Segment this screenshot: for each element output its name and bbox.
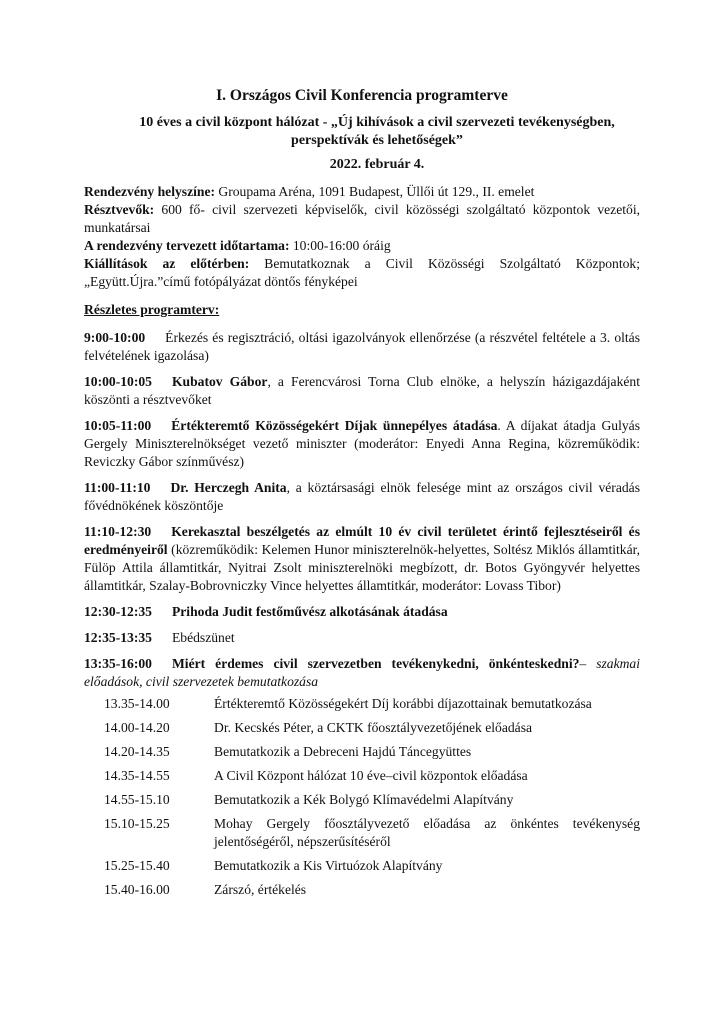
- item-text: . A díjakat átadja Gulyás Gergely Miniszterelnökséget vezető miniszter (moderátor: Enyedi Anna Regina, közreműködik: Reviczky Gábor színművész): [84, 418, 640, 469]
- item-bold: Miért érdemes civil szervezetben tevékenykedni, önkénteskedni?: [171, 656, 580, 671]
- program-item: [84, 329, 640, 365]
- item-text: , a köztársasági elnök felesége mint az országos civil véradás fővédnökének köszöntője: [84, 480, 640, 513]
- event-date: 2022. február 4.: [329, 157, 425, 172]
- sub-text: Bemutatkozik a Kék Bolygó Klímavédelmi Alapítvány: [214, 792, 514, 807]
- item-time: 13:35-16:00: [84, 656, 152, 671]
- duration-line: [84, 237, 640, 255]
- program-list: [84, 329, 640, 905]
- item-bold: Kubatov Gábor: [171, 374, 268, 389]
- sub-time: 14.55-15.10: [104, 792, 170, 807]
- document-subtitle: 10 éves a civil központ hálózat - „Új kihívások a civil szervezeti tevékenységben, perspektívák és lehetőségek”: [139, 115, 615, 148]
- program-heading: Részletes programterv:: [84, 302, 220, 317]
- sub-text: Értékteremtő Közösségekért Díj korábbi díjazottainak bemutatkozása: [214, 696, 592, 711]
- program-item: [84, 417, 640, 471]
- sub-text: Bemutatkozik a Debreceni Hajdú Táncegyüttes: [214, 744, 472, 759]
- venue-value: Groupama Aréna, 1091 Budapest, Üllői út 129., II. emelet: [215, 184, 535, 199]
- venue-line: [84, 183, 640, 201]
- program-item: [84, 629, 640, 647]
- item-text: , a Ferencvárosi Torna Club elnöke, a helyszín házigazdájaként köszönti a résztvevőket: [84, 374, 640, 407]
- exhibitions-label: Kiállítások az előtérben:: [84, 256, 250, 271]
- sub-time: 15.25-15.40: [104, 858, 170, 873]
- program-item: [84, 603, 640, 621]
- exhibitions-line: [84, 255, 640, 291]
- sub-text: A Civil Központ hálózat 10 éve–civil központok előadása: [214, 768, 528, 783]
- item-time: 10:05-11:00: [84, 418, 152, 433]
- sub-time: 14.00-14.20: [104, 720, 170, 735]
- sub-program-table: [104, 695, 640, 905]
- document-page: [84, 86, 640, 905]
- sub-program-row: [104, 767, 640, 791]
- item-bold: Dr. Herczegh Anita: [170, 480, 287, 495]
- sub-program-row: [104, 719, 640, 743]
- item-time: 9:00-10:00: [84, 330, 146, 345]
- sub-text: Mohay Gergely főosztályvezető előadása az önkéntes tevékenység jelentőségéről, népszerűsítéséről: [214, 816, 640, 849]
- program-item: [84, 479, 640, 515]
- item-text: Érkezés és regisztráció, oltási igazolványok ellenőrzése (a részvétel feltétele a 3. oltás felvételének igazolása): [84, 330, 640, 363]
- sub-text: Dr. Kecskés Péter, a CKTK főosztályvezetőjének előadása: [214, 720, 533, 735]
- participants-label: Résztvevők:: [84, 202, 155, 217]
- item-text: – szakmai előadások, civil szervezetek bemutatkozása: [84, 656, 641, 689]
- sub-time: 13.35-14.00: [104, 696, 170, 711]
- sub-time: 15.10-15.25: [104, 816, 170, 831]
- item-bold: Kerekasztal beszélgetés az elmúlt 10 év civil területet érintő fejlesztéseiről és eredményeiről: [84, 524, 640, 557]
- item-time: 11:10-12:30: [84, 524, 152, 539]
- sub-program-row: [104, 791, 640, 815]
- duration-value: 10:00-16:00 óráig: [289, 238, 391, 253]
- participants-value: 600 fő- civil szervezeti képviselők, civil közösségi szolgáltató központok vezetői, munkatársai: [84, 202, 640, 235]
- sub-time: 15.40-16.00: [104, 882, 170, 897]
- item-time: 11:00-11:10: [84, 480, 151, 495]
- sub-program-row: [104, 743, 640, 767]
- item-time: 10:00-10:05: [84, 374, 152, 389]
- sub-text: Zárszó, értékelés: [214, 882, 307, 897]
- program-item: [84, 655, 640, 691]
- sub-program-row: [104, 695, 640, 719]
- item-time: 12:35-13:35: [84, 630, 152, 645]
- sub-time: 14.20-14.35: [104, 744, 170, 759]
- sub-program-row: [104, 857, 640, 881]
- participants-line: [84, 201, 640, 237]
- sub-program-row: [104, 881, 640, 905]
- venue-label: Rendezvény helyszíne:: [84, 184, 216, 199]
- item-bold: Prihoda Judit festőművész alkotásának átadása: [171, 604, 448, 619]
- duration-label: A rendezvény tervezett időtartama:: [84, 238, 290, 253]
- item-time: 12:30-12:35: [84, 604, 152, 619]
- sub-program-row: [104, 815, 640, 857]
- document-title: I. Országos Civil Konferencia programterve: [216, 87, 508, 104]
- item-bold: Értékteremtő Közösségekért Díjak ünnepélyes átadása: [171, 418, 498, 433]
- exhibitions-value: Bemutatkoznak a Civil Közösségi Szolgáltató Központok; „Együtt.Újra.”című fotópályázat döntős fényképei: [84, 256, 640, 289]
- item-text: Ebédszünet: [171, 630, 235, 645]
- program-item: [84, 523, 640, 595]
- program-item: [84, 373, 640, 409]
- event-info: [84, 183, 640, 291]
- item-text: (közreműködik: Kelemen Hunor miniszterelnök-helyettes, Soltész Miklós államtitkár, Fülöp Attila államtitkár, Nyitrai Zsolt miniszterelnöki megbízott, dr. Botos Gyöngyvér helyettes államtitkár, Szalay-Bobrovniczky Vince helyettes államtitkár, moderátor: Lovass Tibor): [84, 542, 640, 593]
- sub-time: 14.35-14.55: [104, 768, 170, 783]
- sub-text: Bemutatkozik a Kis Virtuózok Alapítvány: [214, 858, 443, 873]
